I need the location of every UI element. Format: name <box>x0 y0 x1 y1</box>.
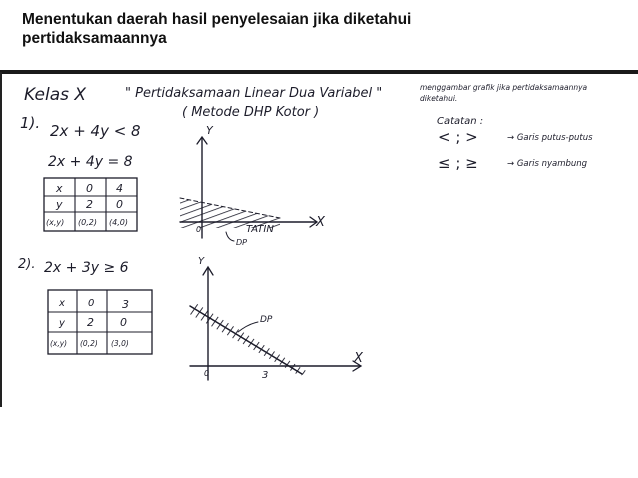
p1-table-cell-r1c1: 2 <box>86 198 93 211</box>
p2-table-cell-r0c1: 0 <box>88 298 95 309</box>
problem1-graph <box>180 124 326 247</box>
p2-table-cell-r1c1: 2 <box>87 316 94 329</box>
p1-table-cell-r0c1: 0 <box>86 182 93 195</box>
slide-title-line2: pertidaksamaannya <box>22 30 167 47</box>
p2-table-cell-r1c2: 0 <box>120 316 127 329</box>
p1-y-label: Y <box>206 124 213 137</box>
p2-shaded-region <box>186 302 308 376</box>
p2-y-label: Y <box>198 256 205 267</box>
problem1-inequality: 2x + 4y < 8 <box>50 122 141 140</box>
p2-table-cell-r2c1: (0,2) <box>80 339 98 348</box>
strict-symbols: < ; > <box>438 128 478 146</box>
problem2-graph <box>186 256 364 381</box>
p2-origin-label: 0 <box>204 369 210 378</box>
nonstrict-rule-text: → Garis nyambung <box>507 159 588 169</box>
p1-table-cell-r1c0: y <box>56 198 63 211</box>
problem1-equation: 2x + 4y = 8 <box>48 154 133 170</box>
p1-table-cell-r1c2: 0 <box>116 198 123 211</box>
problem1-table <box>44 178 137 231</box>
p2-x-label: X <box>354 351 363 366</box>
p2-table-cell-r1c0: y <box>59 318 65 329</box>
p1-origin-label: 0 <box>196 225 202 234</box>
p1-region-label: DP <box>236 238 247 247</box>
side-note-line1: menggambar grafik jika pertidaksamaannya <box>420 83 588 92</box>
p2-region-label: DP <box>260 315 273 325</box>
problem1-label: 1). <box>20 114 41 132</box>
catatan-label: Catatan : <box>437 116 484 127</box>
p1-table-cell-r0c2: 4 <box>116 182 123 195</box>
p1-table-cell-r2c2: (4,0) <box>109 218 128 227</box>
p1-table-cell-r2c0: (x,y) <box>46 218 65 227</box>
problem2-label: 2). <box>18 257 36 272</box>
p2-table-cell-r2c2: (3,0) <box>111 339 129 348</box>
slide-title-line1: Menentukan daerah hasil penyelesaian jika diketahui <box>22 11 412 28</box>
p2-table-cell-r2c0: (x,y) <box>50 339 68 348</box>
p2-table-cell-r0c2: 3 <box>122 298 129 311</box>
topic-line1: " Pertidaksamaan Linear Dua Variabel " <box>125 86 383 101</box>
p2-table-cell-r0c0: x <box>59 298 65 309</box>
p1-table-cell-r0c0: x <box>56 182 63 195</box>
strict-rule-text: → Garis putus-putus <box>507 133 593 143</box>
side-note-line2: diketahui. <box>420 94 458 103</box>
class-label: Kelas X <box>24 85 87 105</box>
problem2-inequality: 2x + 3y ≥ 6 <box>44 260 129 276</box>
p1-region-text: TATIN <box>246 224 274 235</box>
p2-boundary-line <box>190 306 302 374</box>
nonstrict-symbols: ≤ ; ≥ <box>438 154 478 172</box>
p1-x-label: X <box>316 215 325 230</box>
p1-table-cell-r2c1: (0,2) <box>78 218 97 227</box>
topic-line2: ( Metode DHP Kotor ) <box>182 105 320 120</box>
p2-x-intercept: 3 <box>262 370 269 381</box>
problem2-table <box>48 290 152 354</box>
